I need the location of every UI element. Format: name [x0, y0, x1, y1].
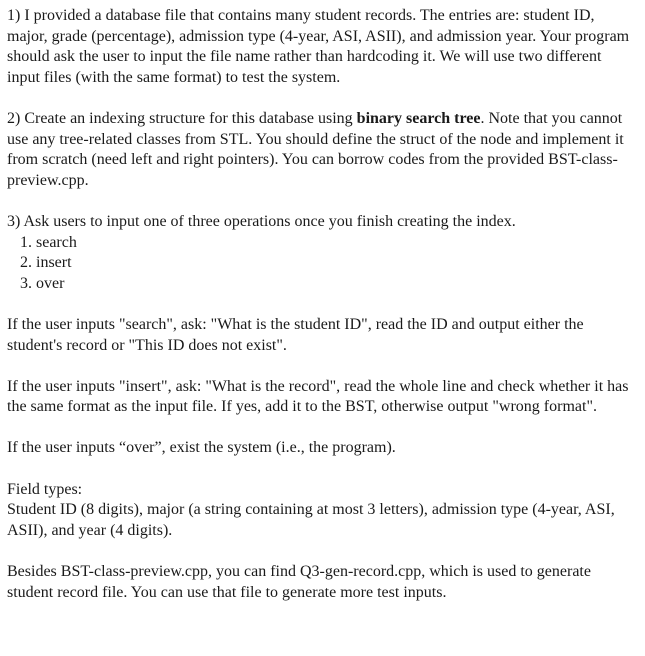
operation-item-over: 3. over — [20, 274, 65, 292]
paragraph-field-types — [7, 480, 637, 542]
operation-item-insert: 2. insert — [20, 254, 72, 272]
paragraph-besides: Besides BST-class-preview.cpp, you can find Q3-gen-record.cpp, which is used to generate student record file. You can use that file to generate more test inputs. — [7, 563, 591, 601]
paragraph-indexing-structure — [7, 109, 637, 191]
paragraph-input-file: 1) I provided a database file that contains many student records. The entries are: student ID, major, grade (percentage), admission type (4-year, ASI, ASII), and admission year. Your program should ask the user to input the file name rather than hardcoding it. We will use two different input files (with the same format) to test the system. — [7, 7, 630, 86]
paragraph-insert: If the user inputs "insert", ask: "What is the record", read the whole line and check whether it has the same format as the input file. If yes, add it to the BST, otherwise output "wrong format". — [7, 377, 629, 416]
paragraph-over: If the user inputs “over”, exist the system (i.e., the program). — [7, 439, 396, 457]
paragraph-operations-intro: 3) Ask users to input one of three operations once you finish creating the index. — [7, 212, 516, 230]
indexing-text-before: 2) Create an indexing structure for this database using — [7, 109, 357, 127]
operations-list — [7, 233, 637, 295]
assignment-document — [7, 6, 637, 603]
field-types-heading: Field types: — [7, 480, 83, 498]
paragraph-search: If the user inputs "search", ask: "What is the student ID", read the ID and output either the student's record or "This ID does not exist". — [7, 315, 584, 354]
field-types-body: Student ID (8 digits), major (a string containing at most 3 letters), admission type (4-year, ASI, ASII), and year (4 digits). — [7, 501, 615, 539]
indexing-bold-term: binary search tree — [356, 109, 481, 127]
operation-item-search: 1. search — [20, 233, 77, 251]
indexing-text-after: . Note that you cannot use any tree-related classes from STL. You should define the struct of the node and implement it from scratch (need left and right pointers). You can borrow codes from the provided BST-class-preview.cpp. — [7, 109, 624, 189]
